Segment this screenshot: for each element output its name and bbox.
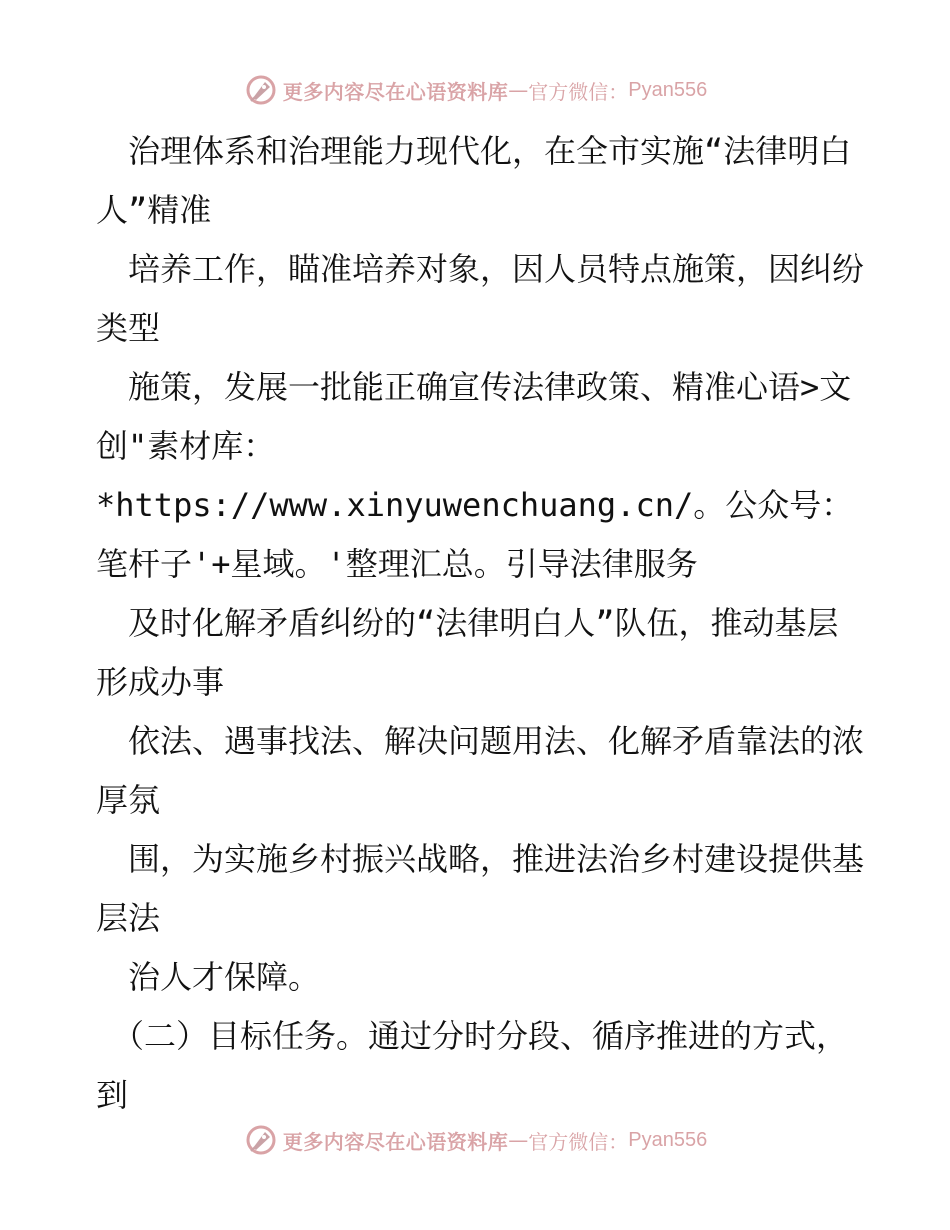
banner-wechat-label: 官方微信： [528, 79, 629, 104]
footer-watermark-banner [0, 1122, 950, 1158]
paragraph: 依法、遇事找法、解决问题用法、化解矛盾靠法的浓厚氛 [96, 722, 865, 819]
paragraph: 治理体系和治理能力现代化，在全市实施“法律明白人”精准 [96, 132, 852, 229]
document-body [96, 122, 866, 1125]
header-watermark-banner [0, 72, 950, 108]
banner-separator: — [508, 78, 529, 102]
banner-wechat-id: Pyan556 [628, 1128, 708, 1151]
banner-separator: — [508, 1128, 529, 1152]
pen-nib-logo-icon [243, 1122, 279, 1158]
banner-brand-text: 更多内容尽在心语资料库 [282, 79, 509, 104]
banner-wechat-label: 官方微信： [528, 1129, 629, 1154]
paragraph: 治人才保障。 [96, 958, 321, 996]
paragraph: 围，为实施乡村振兴战略，推进法治乡村建设提供基层法 [96, 840, 865, 937]
banner-wechat-id: Pyan556 [628, 78, 708, 101]
paragraph: （二）目标任务。通过分时分段、循序推进的方式，到 [96, 1017, 849, 1114]
paragraph: 施策，发展一批能正确宣传法律政策、精准心语>文创"素材库：*https://www.xinyuwenchuang.cn/。公众号：笔杆子'+星域。'整理汇总。引导法律服务 [96, 368, 854, 583]
pen-nib-logo-icon [243, 72, 279, 108]
paragraph: 培养工作，瞄准培养对象，因人员特点施策，因纠纷类型 [96, 250, 865, 347]
paragraph: 及时化解矛盾纠纷的“法律明白人”队伍，推动基层形成办事 [96, 604, 839, 701]
banner-brand-text: 更多内容尽在心语资料库 [282, 1129, 509, 1154]
